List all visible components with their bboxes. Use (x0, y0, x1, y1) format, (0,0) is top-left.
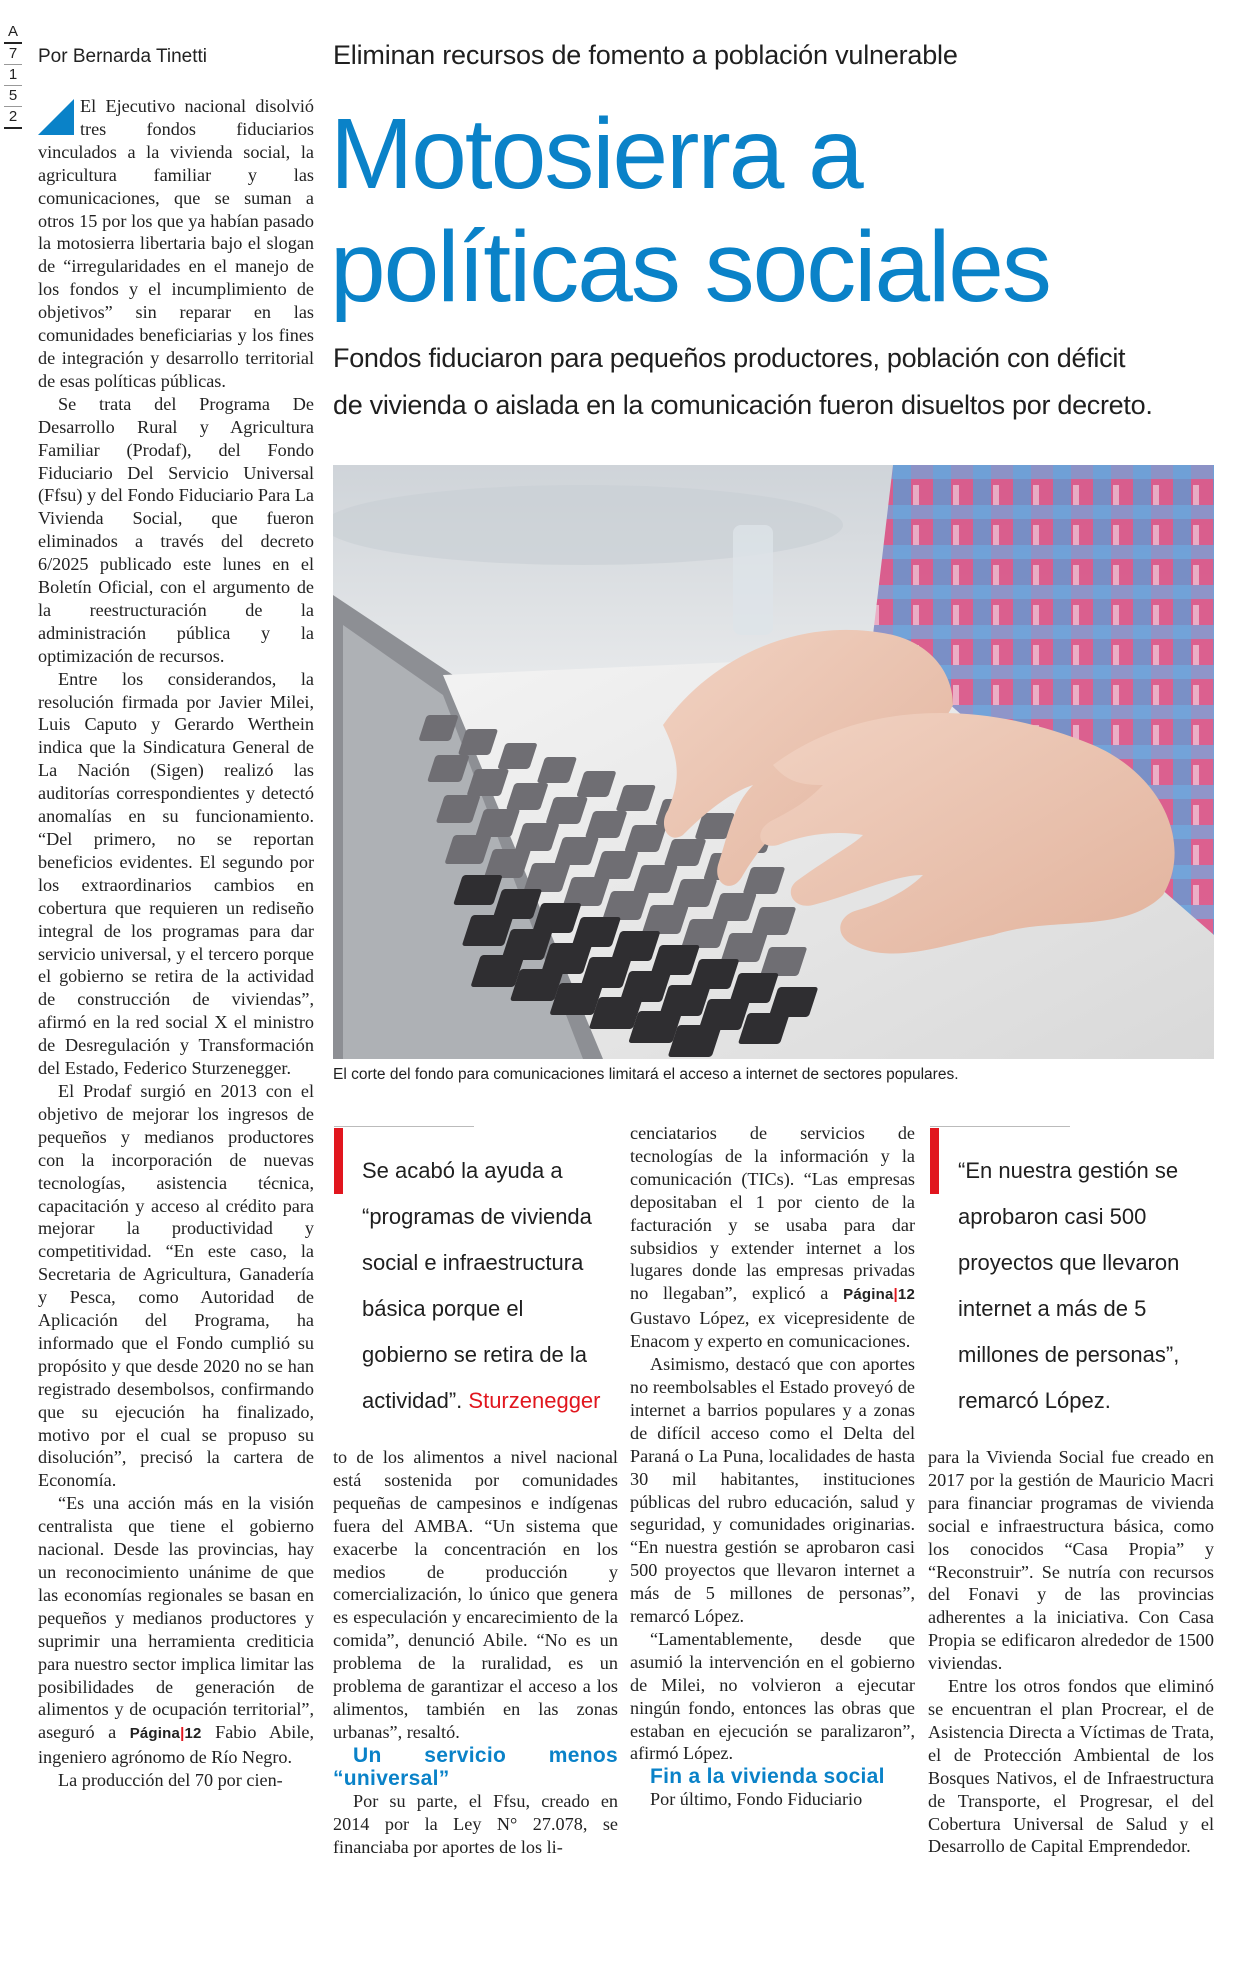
quote-rule (334, 1126, 474, 1127)
brand-number: 12 (184, 1725, 202, 1743)
page-marker-char: 1 (4, 65, 22, 86)
headline-line: Motosierra a (330, 98, 862, 210)
quote-attribution: Sturzenegger (468, 1388, 601, 1413)
page-marker-char: 7 (4, 44, 22, 65)
paragraph: El Ejecutivo nacional disolvió tres fondos fiduciarios vinculados a la vivienda social, la agricultura familiar y las comunicaciones, que se suman a otros 15 por los que ya habían pasado la motosierra libertaria bajo el slogan de “irregularidades en el manejo de los fondos y el incumplimiento de objetivos” sin reparar en las comunidades beneficiarias y los fines de integración y desarrollo territorial de esas políticas públicas. (38, 96, 314, 391)
paragraph: Se trata del Programa De Desarrollo Rural y Agricultura Familiar (Prodaf), del Fondo Fiduciario Del Servicio Universal (Ffsu) y del Fondo Fiduciario Para La Vivienda Social, que fueron eliminados a través del decreto 6/2025 publicado este lunes en el Boletín Oficial, con el argumento de la reestructuración de la administración pública y la optimización de recursos. (38, 393, 314, 666)
paragraph-text: Fabio Abile, ingeniero agrónomo de Río Negro. (38, 1722, 314, 1768)
paragraph: Asimismo, destacó que con aportes no reembolsables el Estado proveyó de internet a barrios populares y a zonas de difícil acceso como el Delta del Paraná o La Puna, localidades de hasta 30 mil habitantes, instituciones públicas del rubro educación, salud y seguridad, y comunidades originarias. “En nuestra gestión se aprobaron casi 500 proyectos que llevaron internet a más de 5 millones de personas”, remarcó López. (630, 1354, 915, 1627)
quote-text (362, 1148, 612, 1424)
paragraph: to de los alimentos a nivel nacional está sostenida por comunidades pequeñas de campesinos e indígenas fuera del AMBA. “Un sistema que exacerbe la concentración en los medios de producción y comercialización, lo único que genera es especulación y encarecimiento de la comida”, denunció Abile. “No es un problema de la ruralidad, es un problema de garantizar el acceso a los alimentos, también en las zonas urbanas”, resaltó. (333, 1447, 618, 1742)
paragraph (630, 1122, 915, 1353)
paragraph: para la Vivienda Social fue creado en 2017 por la gestión de Mauricio Macri para financiar programas de vivienda social e infraestructura básica, como los conocidos “Casa Propia” y “Reconstruir”. Se nutría con recursos del Fonavi y de las provincias adherentes a la iniciativa. Con Casa Propia se edificaron alrededor de 1500 viviendas. (928, 1447, 1214, 1674)
page-marker-char: A (4, 22, 22, 44)
article-photo (333, 465, 1214, 1059)
section-subhead: Fin a la vivienda social (650, 1765, 885, 1789)
quote-accent-bar (334, 1128, 343, 1194)
quote-rule (930, 1126, 1070, 1127)
paragraph: La producción del 70 por cien- (58, 1770, 283, 1791)
headline-line: políticas sociales (330, 211, 1050, 323)
quote-text: “En nuestra gestión se aprobaron casi 500 proyectos que llevaron internet a más de 5 millones de personas”, remarcó López. (958, 1158, 1180, 1413)
page-marker-char: 2 (4, 107, 22, 129)
deck-line: Fondos fiduciaron para pequeños productores, población con déficit (333, 343, 1126, 373)
deck (333, 335, 1233, 429)
brand-separator: | (893, 1286, 898, 1304)
paragraph (38, 1492, 314, 1769)
byline: Por Bernarda Tinetti (38, 46, 207, 67)
paragraph: Por último, Fondo Fiduciario (650, 1789, 863, 1810)
paragraph-text: cenciatarios de servicios de tecnologías de la información y la comunicación (TICs). “Las empresas depositaban el 1 por ciento de la facturación y se usaba para dar subsidios y extender internet a los lugares donde las empresas privadas no llegaban”, explicó a (630, 1123, 915, 1304)
paragraph: “Lamentablemente, desde que asumió la intervención en el gobierno de Milei, no volvieron a ejecutar ningún fondo, entonces las obras que estaban en ejecución se paralizaron”, afirmó López. (630, 1628, 915, 1764)
brand-number: 12 (897, 1286, 915, 1304)
section-subhead: Un servicio menos “universal” (333, 1743, 618, 1790)
deck-line: de vivienda o aislada en la comunicación fueron disueltos por decreto. (333, 390, 1153, 420)
brand-name: Página (843, 1286, 894, 1304)
page-marker-char: 5 (4, 86, 22, 107)
paragraph: El Prodaf surgió en 2013 con el objetivo de mejorar los ingresos de pequeños y medianos productores con la incorporación de nuevas tecnologías, asistencia técnica, capacitación y acceso al crédito para mejorar la productividad y competitividad. “En este caso, la Secretaria de Agricultura, Ganadería y Pesca, como Autoridad de Aplicación del Programa, ha informado que el Fondo cumplió su propósito y que desde 2020 no se han registrado desembolsos, confirmando que su ejecución ha finalizado, motivo por el cual se propuso su disolución”, precisó la cartera de Economía. (38, 1080, 314, 1491)
quote-accent-bar (930, 1128, 939, 1194)
left-column (38, 95, 314, 1792)
paragraph-text: Gustavo López, ex vicepresidente de Enacom y experto en comunicaciones. (630, 1308, 915, 1352)
photo-caption: El corte del fondo para comunicaciones limitará el acceso a internet de sectores populares. (333, 1066, 959, 1083)
paragraph: Entre los considerandos, la resolución firmada por Javier Milei, Luis Caputo y Gerardo Werthein indica que la Sindicatura General de La Nación (Sigen) realizó las auditorías correspondientes y detectó anomalías en su funcionamiento. “Del primero, no se reportan beneficios evidentes. El segundo por los extraordinarios cambios en cobertura que requieren un rediseño integral de los programas para dar servicio universal, y el tercero porque el gobierno se retira de la actividad de construcción de viviendas”, afirmó en la red social X el ministro de Desregulación y Transformación del Estado, Federico Sturzenegger. (38, 668, 314, 1079)
column-c (928, 1446, 1214, 1858)
paragraph: Por su parte, el Ffsu, creado en 2014 por la Ley N° 27.078, se financiaba por aportes de los li- (333, 1790, 618, 1857)
headline (330, 98, 1050, 324)
brand-separator: | (180, 1725, 185, 1743)
drop-triangle-icon (38, 99, 74, 135)
paragraph: Entre los otros fondos que eliminó se encuentran el plan Procrear, el de Asistencia Directa a Víctimas de Trata, el de Protección Ambiental de los Bosques Nativos, el de Infraestructura de Transporte, el Progresar, el del Cobertura Universal de Salud y el Desarrollo de Capital Emprendedor. (928, 1676, 1214, 1857)
page-marker (4, 22, 22, 129)
quote-body: Se acabó la ayuda a “programas de vivienda social e infraestructura básica porque el gobierno se retira de la actividad”. (362, 1158, 592, 1413)
column-a (333, 1446, 618, 1859)
kicker: Eliminan recursos de fomento a población vulnerable (333, 40, 958, 70)
column-b (630, 1122, 915, 1811)
laptop-typing-photo (333, 465, 1214, 1059)
brand-name: Página (129, 1725, 181, 1743)
paragraph-text: “Es una acción más en la visión centralista que tiene el gobierno nacional. Desde las provincias, hay un reconocimiento unánime de que las economías regionales se basan en pequeños y medianos productores y suprimir una herramienta crediticia para nuestro sector implica limitar las posibilidades de generación de alimentos y de ocupación territorial”, aseguró a (38, 1493, 314, 1743)
pagina12-logo (130, 1725, 202, 1742)
pagina12-logo (843, 1286, 915, 1303)
